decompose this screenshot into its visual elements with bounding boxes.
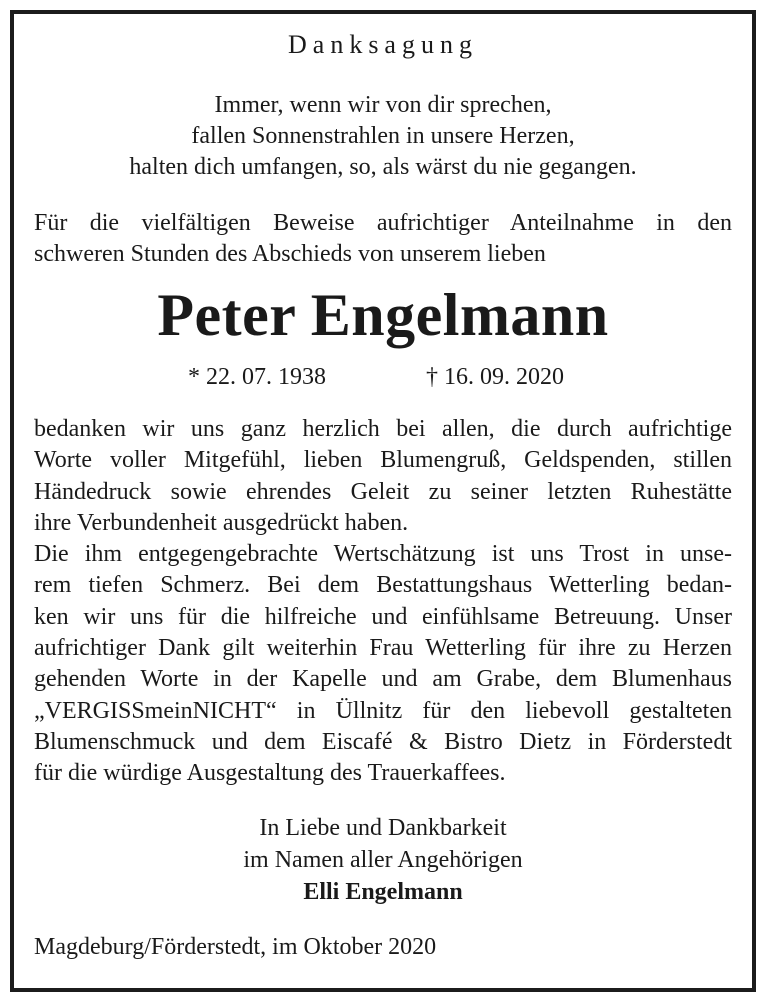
body-line: bedanken wir uns ganz herzlich bei allen, die durch aufrichtige bbox=[34, 416, 732, 442]
poem-line: halten dich umfangen, so, als wärst du nie gegangen. bbox=[129, 154, 637, 180]
signature: Elli Engelmann bbox=[303, 879, 463, 905]
body-line: „VERGISSmeinNICHT“ in Üllnitz für den liebevoll gestalteten bbox=[34, 697, 732, 724]
closing-line: im Namen aller Angehörigen bbox=[243, 847, 523, 873]
body-line: Die ihm entgegengebrachte Wertschätzung ist uns Trost in unse- bbox=[34, 541, 732, 568]
body-line: gehenden Worte in der Kapelle und am Grabe, dem Blumenhaus bbox=[34, 666, 732, 693]
poem-line: fallen Sonnenstrahlen in unsere Herzen, bbox=[191, 123, 575, 149]
poem-line: Immer, wenn wir von dir sprechen, bbox=[214, 92, 552, 118]
body-line: ken wir uns für die hilfreiche und einfühlsame Betreuung. Unser bbox=[34, 603, 732, 630]
closing-block bbox=[0, 812, 766, 908]
body-line: Blumenschmuck und dem Eiscafé & Bistro Dietz in Förderstedt bbox=[34, 728, 732, 755]
place-date: Magdeburg/Förderstedt, im Oktober 2020 bbox=[34, 934, 437, 960]
body-line: für die würdige Ausgestaltung des Trauerkaffees. bbox=[34, 760, 506, 787]
poem-block bbox=[0, 90, 766, 183]
death-date: † 16. 09. 2020 bbox=[426, 364, 564, 390]
deceased-name: Peter Engelmann bbox=[157, 282, 609, 348]
thanks-text bbox=[34, 414, 732, 790]
birth-date: * 22. 07. 1938 bbox=[188, 364, 326, 390]
body-line: Worte voller Mitgefühl, lieben Blumengruß, Geldspenden, stillen bbox=[34, 447, 732, 474]
body-line: ihre Verbundenheit ausgedrückt haben. bbox=[34, 509, 409, 536]
intro-line: Für die vielfältigen Beweise aufrichtiger Anteilnahme in den bbox=[34, 210, 732, 236]
body-line: rem tiefen Schmerz. Bei dem Bestattungshaus Wetterling bedan- bbox=[34, 572, 732, 599]
notice-heading: Danksagung bbox=[288, 30, 478, 59]
intro-text bbox=[34, 208, 732, 270]
closing-line: In Liebe und Dankbarkeit bbox=[259, 815, 507, 841]
body-line: aufrichtiger Dank gilt weiterhin Frau Wetterling für ihre zu Herzen bbox=[34, 635, 732, 662]
intro-line: schweren Stunden des Abschieds von unserem lieben bbox=[34, 241, 546, 267]
body-line: Händedruck sowie ehrendes Geleit zu seiner letzten Ruhestätte bbox=[34, 478, 732, 505]
